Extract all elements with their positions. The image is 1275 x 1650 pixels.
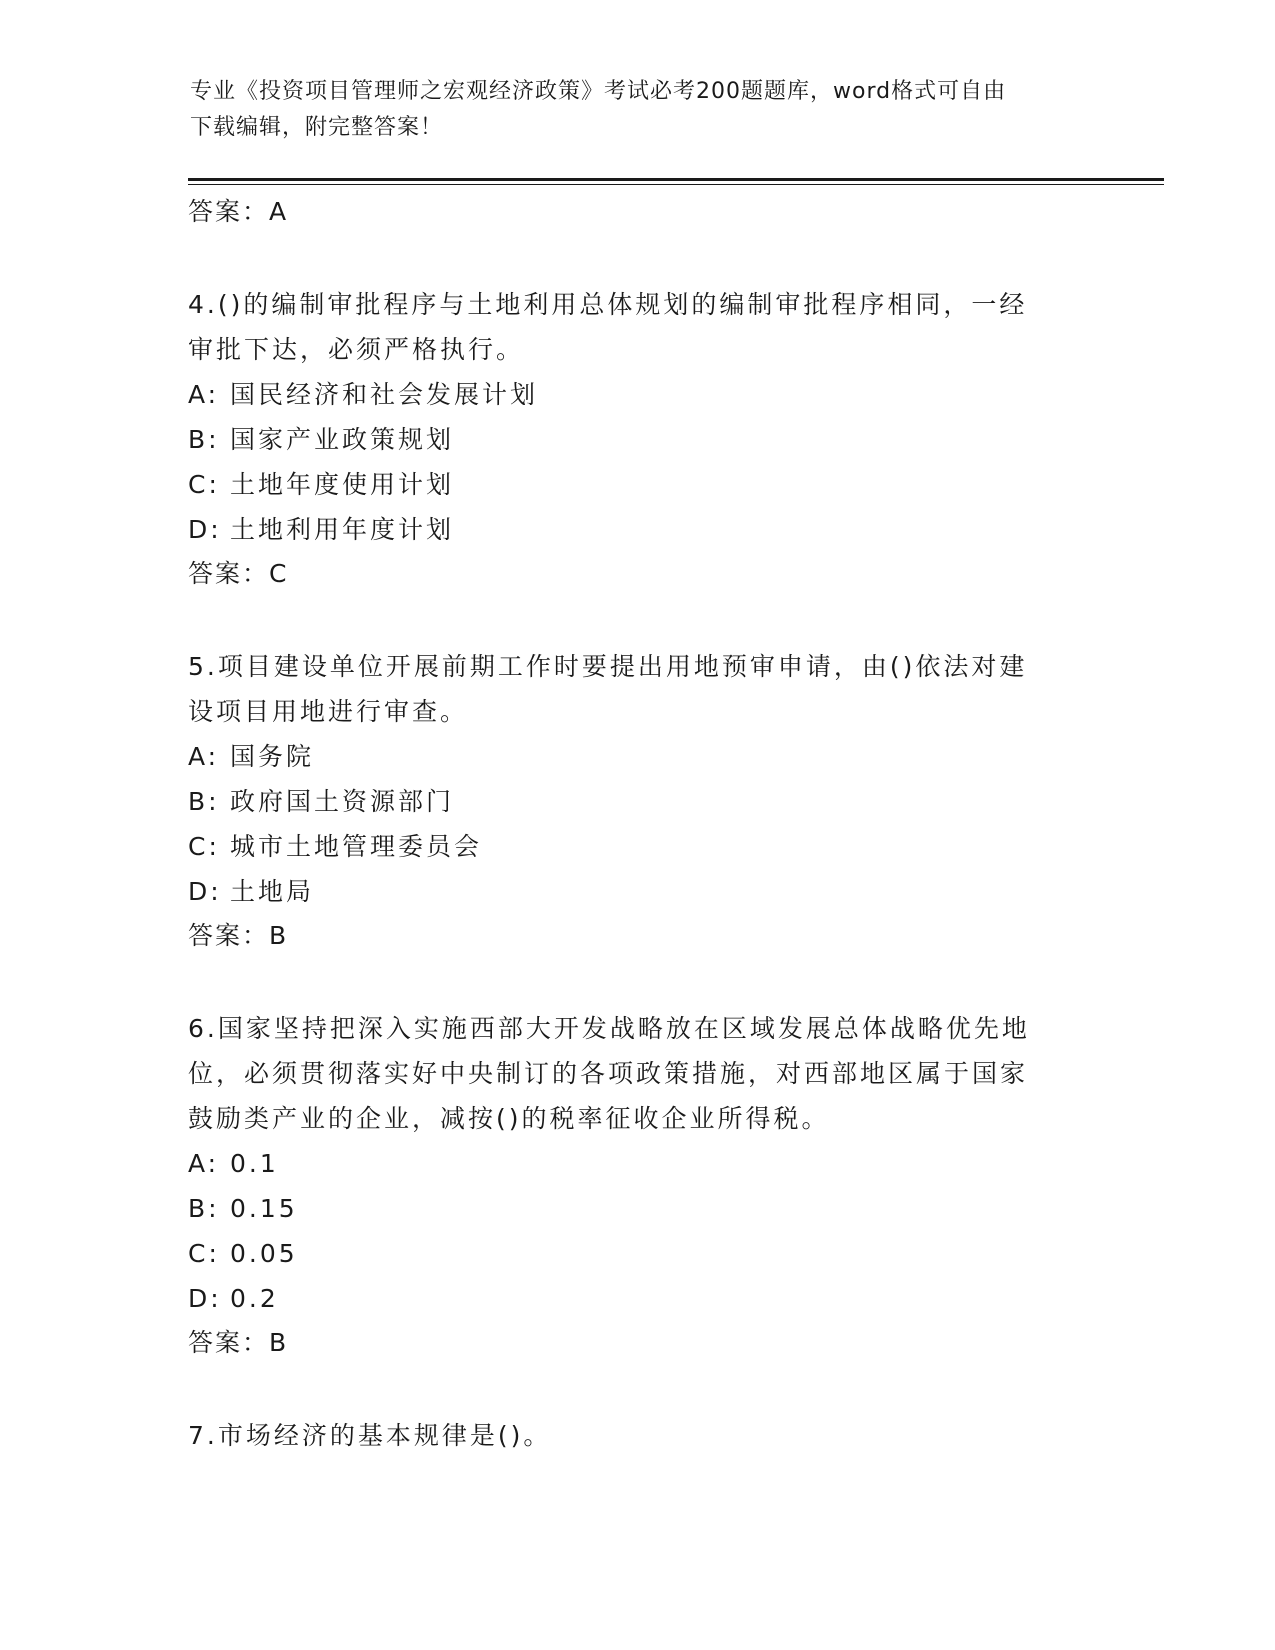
- option-a: A: 0.1: [188, 1149, 279, 1178]
- header-divider-thin: [188, 184, 1164, 185]
- header-line-1: 专业《投资项目管理师之宏观经济政策》考试必考200题题库，word格式可自由: [190, 79, 1007, 104]
- document-header: [190, 74, 1090, 146]
- answer-line: [188, 190, 1088, 234]
- answer-label: 答案：: [188, 921, 270, 950]
- question-block: [188, 644, 1088, 958]
- question-block: [188, 282, 1088, 596]
- answer-label: 答案：: [188, 559, 270, 588]
- question-block: [188, 1006, 1088, 1365]
- option-d: D: 0.2: [188, 1284, 279, 1313]
- question-text: 6.国家坚持把深入实施西部大开发战略放在区域发展总体战略优先地 位，必须贯彻落实好中央制订的各项政策措施，对西部地区属于国家 鼓励类产业的企业，减按()的税率征收企业所得税。: [188, 1014, 1030, 1133]
- option-a: A: 国民经济和社会发展计划: [188, 380, 539, 409]
- question-block: [188, 1413, 1088, 1458]
- option-d: D: 土地利用年度计划: [188, 515, 455, 544]
- answer-value: B: [269, 1328, 289, 1357]
- header-divider: [188, 178, 1164, 181]
- answer-line: [188, 1321, 1088, 1365]
- option-b: B: 0.15: [188, 1194, 298, 1223]
- answer-value: A: [269, 197, 289, 226]
- answer-value: C: [269, 559, 289, 588]
- option-b: B: 政府国土资源部门: [188, 787, 455, 816]
- question-text: 4.()的编制审批程序与土地利用总体规划的编制审批程序相同，一经 审批下达，必须严格执行。: [188, 290, 1028, 364]
- option-d: D: 土地局: [188, 877, 315, 906]
- header-line-2: 下载编辑，附完整答案！: [190, 115, 444, 140]
- question-list: [188, 190, 1088, 1458]
- option-c: C: 城市土地管理委员会: [188, 832, 483, 861]
- option-c: C: 土地年度使用计划: [188, 470, 455, 499]
- question-text: 7.市场经济的基本规律是()。: [188, 1421, 552, 1450]
- answer-label: 答案：: [188, 1328, 270, 1357]
- answer-line: [188, 914, 1088, 958]
- option-a: A: 国务院: [188, 742, 315, 771]
- answer-value: B: [269, 921, 289, 950]
- question-text: 5.项目建设单位开展前期工作时要提出用地预审申请，由()依法对建 设项目用地进行审查。: [188, 652, 1028, 726]
- option-b: B: 国家产业政策规划: [188, 425, 455, 454]
- answer-label: 答案：: [188, 197, 270, 226]
- option-c: C: 0.05: [188, 1239, 298, 1268]
- answer-line: [188, 552, 1088, 596]
